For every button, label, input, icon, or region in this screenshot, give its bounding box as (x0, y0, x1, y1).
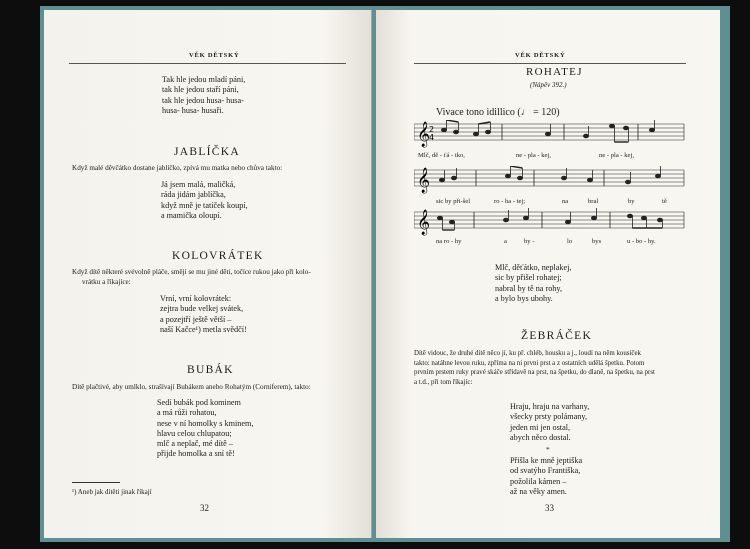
verse-line: Tak hle jedou mladí páni, (162, 75, 246, 84)
header-rule (69, 63, 346, 64)
header-rule (414, 63, 686, 64)
verse-line: sic by přišel rohatej; (495, 273, 562, 283)
lyric-syllables: u - bo - hy. (627, 238, 656, 245)
lyric-row (414, 198, 686, 208)
verse-line: Přišla ke mně jeptiška (510, 456, 583, 465)
lyric-syllables: Mlč, dě - ťá - tko, (418, 152, 465, 159)
lyric-syllables: na (562, 198, 569, 205)
verse-line: jeden mi jen ostal, (510, 422, 571, 432)
prose-line: Když malé děvčátko dostane jablíčko, zpívá mu matka nebo chůva takto: (72, 164, 283, 172)
svg-text:2: 2 (429, 125, 435, 134)
verse-line: mlč a neplač, mé dítě – (157, 439, 233, 449)
verse-line: abych něco dostal. (510, 432, 571, 442)
left-page (44, 10, 372, 538)
verse-line: Hraju, hraju na varhany, (510, 402, 590, 411)
section-title: ŽEBRÁČEK (521, 330, 593, 342)
verse-line: přijde homolka a sní tě! (157, 449, 235, 459)
verse-line: Sedí bubák pod kominem (157, 398, 241, 407)
treble-clef-icon: 𝄞 (417, 210, 431, 235)
section-prose (72, 164, 282, 174)
verse-line: od svatýho Františka, (510, 466, 581, 476)
verse-line: nese v ní homolky s kminem, (157, 418, 254, 428)
verse-line: a má růži rohatou, (157, 408, 217, 418)
footnote: ¹) Aneb jak dítěti jinak říkají (72, 488, 152, 496)
treble-clef-icon: 𝄞 (417, 168, 431, 193)
tempo-marking: Vivace tono idillico (♩ = 120) (436, 107, 560, 118)
section-verse (160, 294, 247, 335)
verse-line: nabral by tě na rohy, (495, 283, 562, 293)
verse-line: Já jsem malá, maličká, (161, 180, 236, 189)
music-staff (414, 120, 686, 148)
lyric-syllables: lo (567, 238, 573, 245)
verse-line: až na věky amen. (510, 486, 567, 496)
running-head: VĚK DĚTSKÝ (189, 52, 240, 59)
lyric-row (414, 238, 686, 248)
running-head: VĚK DĚTSKÝ (515, 52, 566, 59)
song-verse (495, 263, 571, 304)
verse-line: tak hle jedou staří páni, (162, 85, 239, 95)
lyric-syllables: by (628, 198, 635, 205)
verse-line: když mně je tatíček koupí, (161, 200, 248, 210)
prose-line: takto: natáhne levou ruku, zpříma na ni prvni prst a z ostatních udělá špetku. Potom (414, 359, 645, 367)
section-verse (510, 402, 589, 443)
verse-line: všecky prsty polámany, (510, 412, 588, 422)
verse-line: tak hle jedou husa- husa- (162, 95, 244, 105)
section-verse (510, 456, 582, 497)
song-subtitle: (Nápěv 392.) (530, 81, 567, 89)
lyric-syllables: by - (524, 238, 535, 245)
verse-line: Vrní, vrní kolovrátek: (160, 294, 232, 303)
prose-line: Dítě vidouc, že druhé dítě něco jí, ku př. chléb, housku a j., loudí na něm kousíček (414, 350, 641, 357)
verse-line: a pozejtří ještě větší – (160, 314, 232, 324)
prose-line: Dítě plačtivé, aby umlklo, strašívají Bubákem anebo Rohatým (Corniferem), takto: (72, 383, 311, 391)
lyric-syllables: ne - pla - kej, (599, 152, 634, 159)
lyric-syllables: ro - ha - tej; (494, 198, 526, 205)
verse-line: hlavu celou chlupatou; (157, 428, 232, 438)
page-number: 32 (200, 503, 209, 513)
lyric-syllables: sic by při-šel (436, 198, 471, 205)
treble-clef-icon: 𝄞 (417, 122, 431, 147)
music-staff (414, 166, 686, 194)
verse-line: Mlč, děťátko, neplakej, (495, 263, 572, 272)
lyric-syllables: tě (662, 198, 667, 205)
verse-line: zejtra bude velkej svátek, (160, 304, 244, 314)
verse-line: husa- husa- husaři. (162, 105, 224, 115)
prose-line: a t.d., při tom říkajíc: (414, 378, 473, 386)
music-staff (414, 208, 686, 236)
svg-text:4: 4 (429, 133, 435, 142)
song-title: ROHATEJ (526, 66, 583, 78)
lyric-syllables: bys (592, 238, 602, 245)
lyric-syllables: bral (588, 198, 599, 205)
section-prose (414, 349, 655, 387)
section-verse (161, 180, 248, 221)
prose-line: vrátku a říkajíce: (82, 277, 131, 286)
right-page (376, 10, 720, 538)
prose-line: Když dítě některé svévolně pláče, smějí se mu jiné děti, točíce rukou jako při kolo- (72, 268, 311, 276)
lyric-syllables: ne - pla - kej, (516, 152, 551, 159)
verse-line: požolila kámen – (510, 476, 567, 486)
section-title: JABLÍČKA (174, 146, 240, 158)
section-prose (72, 383, 311, 393)
lyric-row (414, 152, 686, 162)
verse-line: naší Kačce¹) metla svědčí! (160, 324, 247, 334)
page-number: 33 (545, 503, 554, 513)
verse-line: a mamička oloupí. (161, 210, 222, 220)
prose-line: prvním prstem ruky pravé skáče střídavě na prst, na špetku, do dlaně, na špetku, na prst (414, 369, 655, 377)
section-prose (72, 268, 311, 287)
section-title: BUBÁK (187, 364, 234, 376)
lyric-syllables: a (504, 238, 507, 245)
verse-line: a bylo bys ubohy. (495, 293, 553, 303)
verse-separator: * (546, 445, 550, 454)
intro-verse (162, 75, 245, 116)
verse-line: ráda jidám jablíčka, (161, 190, 226, 200)
section-verse (157, 398, 253, 460)
footnote-rule (72, 482, 120, 483)
lyric-syllables: na ro - hy (436, 238, 462, 245)
section-title: KOLOVRÁTEK (172, 250, 264, 262)
